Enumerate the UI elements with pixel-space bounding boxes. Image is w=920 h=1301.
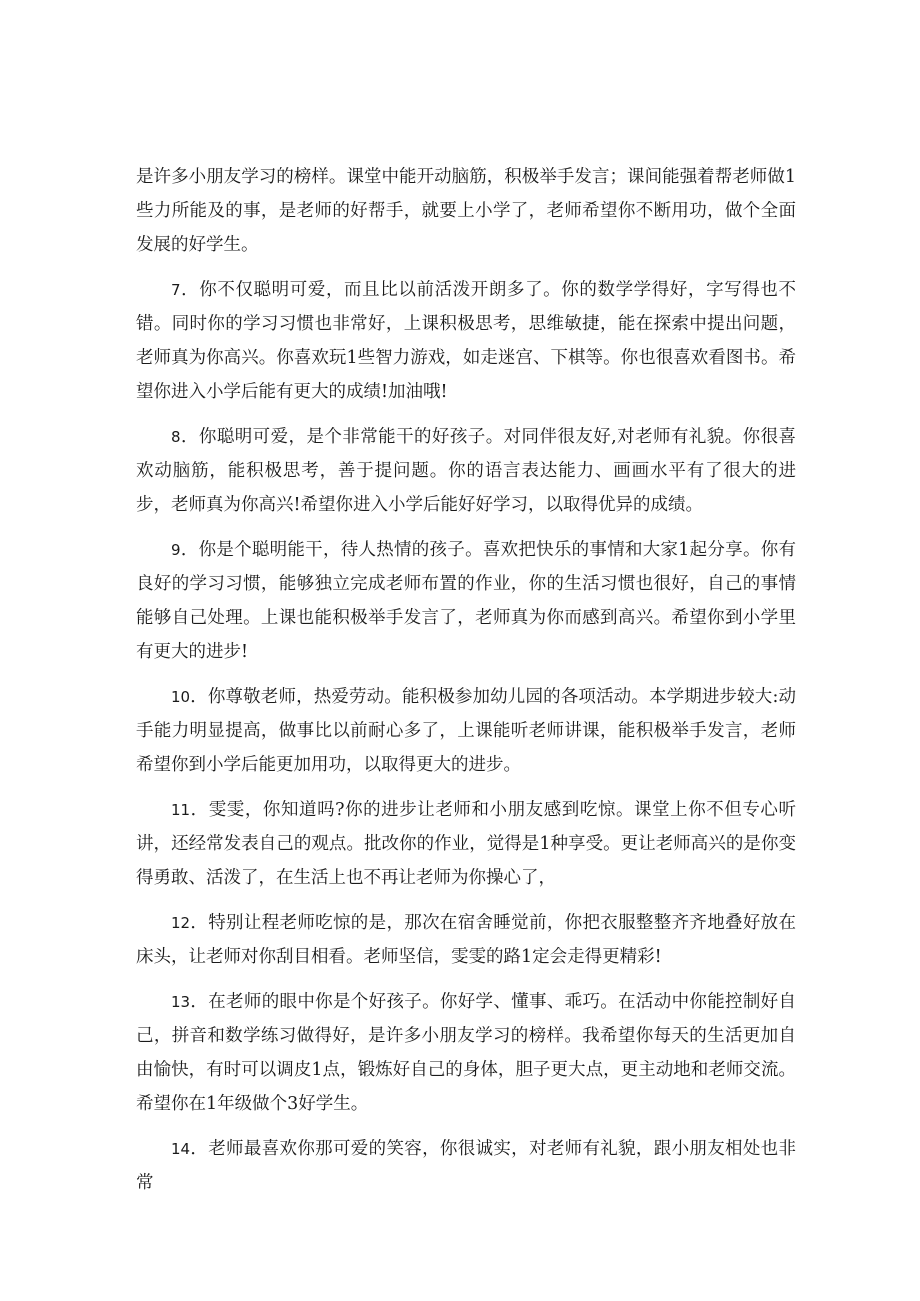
paragraph-13 [136, 985, 796, 1121]
paragraph-number: 9 [171, 541, 181, 559]
paragraph-number: 7 [171, 281, 181, 299]
paragraph-text: ．特别让程老师吃惊的是，那次在宿舍睡觉前，你把衣服整整齐齐地叠好放在床头，让老师对你刮目相看。老师坚信，雯雯的路1定会走得更精彩! [136, 913, 796, 967]
paragraph-text: ．雯雯，你知道吗?你的进步让老师和小朋友感到吃惊。课堂上你不但专心听讲，还经常发表自己的观点。批改你的作业，觉得是1种享受。更让老师高兴的是你变得勇敢、活泼了，在生活上也不再让老师为你操心了， [136, 800, 796, 888]
paragraph-12 [136, 906, 796, 974]
paragraph-number: 10 [171, 688, 191, 706]
paragraph-text: ．老师最喜欢你那可爱的笑容，你很诚实，对老师有礼貌，跟小朋友相处也非常 [136, 1139, 796, 1193]
paragraph-text: 是许多小朋友学习的榜样。课堂中能开动脑筋，积极举手发言；课间能强着帮老师做1些力所能及的事，是老师的好帮手，就要上小学了，老师希望你不断用功，做个全面发展的好学生。 [136, 167, 796, 255]
paragraph-number: 11 [171, 801, 191, 819]
paragraph-9 [136, 533, 796, 669]
document-body [136, 160, 796, 1211]
paragraph-10 [136, 680, 796, 782]
paragraph-number: 13 [171, 993, 191, 1011]
paragraph-14 [136, 1132, 796, 1200]
paragraph-text: ．你是个聪明能干，待人热情的孩子。喜欢把快乐的事情和大家1起分享。你有良好的学习习惯，能够独立完成老师布置的作业，你的生活习惯也很好，自己的事情能够自己处理。上课也能积极举手发言了，老师真为你而感到高兴。希望你到小学里有更大的进步! [136, 540, 796, 662]
paragraph-8 [136, 420, 796, 522]
paragraph-7 [136, 273, 796, 409]
paragraph-number: 12 [171, 914, 191, 932]
paragraph-text: ．在老师的眼中你是个好孩子。你好学、懂事、乖巧。在活动中你能控制好自己，拼音和数学练习做得好，是许多小朋友学习的榜样。我希望你每天的生活更加自由愉快，有时可以调皮1点，锻炼好自己的身体，胆子更大点，更主动地和老师交流。希望你在1年级做个3好学生。 [136, 992, 796, 1114]
paragraph-number: 8 [171, 428, 181, 446]
paragraph-text: ．你尊敬老师，热爱劳动。能积极参加幼儿园的各项活动。本学期进步较大:动手能力明显提高，做事比以前耐心多了，上课能听老师讲课，能积极举手发言，老师希望你到小学后能更加用功，以取得更大的进步。 [136, 687, 796, 775]
paragraph-number: 14 [171, 1140, 191, 1158]
paragraph-11 [136, 793, 796, 895]
paragraph-text: ．你聪明可爱，是个非常能干的好孩子。对同伴很友好,对老师有礼貌。你很喜欢动脑筋，能积极思考，善于提问题。你的语言表达能力、画画水平有了很大的进步，老师真为你高兴!希望你进入小学后能好好学习，以取得优异的成绩。 [136, 427, 796, 515]
paragraph-text: ．你不仅聪明可爱，而且比以前活泼开朗多了。你的数学学得好，字写得也不错。同时你的学习习惯也非常好，上课积极思考，思维敏捷，能在探索中提出问题，老师真为你高兴。你喜欢玩1些智力游戏，如走迷宫、下棋等。你也很喜欢看图书。希望你进入小学后能有更大的成绩!加油哦! [136, 280, 796, 402]
paragraph-continued [136, 160, 796, 262]
